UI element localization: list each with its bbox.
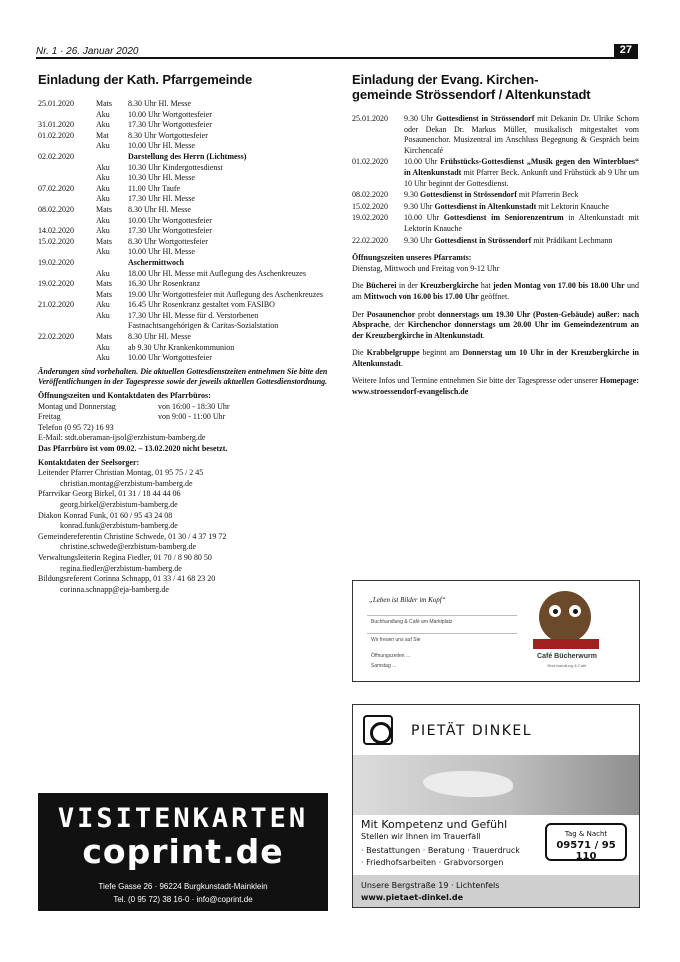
schedule-row [352, 157, 639, 189]
pietaet-slogan-2: Stellen wir Ihnen im Trauerfall [361, 832, 481, 841]
schedule-event: Gottesdienst im Seniorenzentrum [443, 213, 564, 223]
text-run: Die [352, 348, 364, 358]
schedule-event: Gottesdienst in Strössendorf [434, 235, 532, 245]
schedule-row [352, 114, 639, 156]
schedule-text [404, 114, 639, 156]
schedule-row [38, 300, 328, 311]
vk-address: Tiefe Gasse 26 · 96224 Burgkunstadt-Mainklein [98, 882, 268, 891]
schedule-location: Mats [96, 279, 112, 289]
cafe-name: Café Bücherwurm [537, 653, 597, 660]
schedule-row [38, 184, 328, 195]
text-run: . [482, 330, 485, 340]
schedule-text: 10.00 Uhr Wortgottesfeier [128, 353, 212, 363]
schedule-location: Mats [96, 332, 112, 342]
schedule-date [38, 247, 96, 258]
schedule-location: Mats [96, 236, 112, 246]
text-run: Donnerstag um 10 Uhr in der Kreuzbergkirche in Altenkunstadt [352, 348, 639, 368]
schedule-row [38, 120, 328, 131]
text-run: Weitere Infos und Termine entnehmen Sie bitte der Tagespresse oder unserer [352, 376, 598, 386]
schedule-date [38, 110, 96, 121]
schedule-row [38, 311, 328, 332]
contact-person: Leitender Pfarrer Christian Montag, 01 95 75 / 2 45 [38, 468, 204, 478]
schedule-date: 08.02.2020 [352, 190, 388, 200]
schedule-date [38, 290, 96, 301]
schedule-date: 07.02.2020 [38, 183, 74, 193]
book-icon [533, 639, 599, 649]
schedule-text: 19.00 Uhr Wortgottesfeier mit Auflegung des Aschenkreuzes [128, 289, 323, 299]
schedule-row [38, 173, 328, 184]
schedule-date: 15.02.2020 [38, 236, 74, 246]
schedule-row [352, 190, 639, 201]
schedule-text [404, 236, 639, 247]
schedule-row [38, 205, 328, 216]
contact-email[interactable]: georg.birkel@erzbistum-bamberg.de [60, 499, 178, 509]
schedule-row [38, 152, 328, 163]
text-run: Der [352, 309, 364, 319]
office-closed-notice: Das Pfarrbüro ist vom 09.02. – 13.02.2020 nicht besetzt. [38, 444, 228, 453]
schedule-text: ab 9.30 Uhr Krankenkommunion [128, 342, 235, 352]
schedule-row [38, 353, 328, 364]
schedule-text: Aschermittwoch [128, 257, 184, 267]
schedule-date [38, 353, 96, 364]
contact-email[interactable]: regina.fiedler@erzbistum-bamberg.de [60, 563, 182, 573]
pfarramt-title: Öffnungszeiten unseres Pfarramts: [352, 253, 472, 263]
schedule-date [38, 269, 96, 280]
cafe-ad [352, 580, 640, 682]
schedule-location: Mats [96, 289, 112, 299]
schedule-location: Aku [96, 183, 110, 193]
buecherei-paragraph [352, 281, 639, 302]
krabbelgruppe-paragraph [352, 348, 639, 369]
text-run: Mittwoch von 16.00 bis 17.00 Uhr [363, 291, 479, 301]
vk-headline: VISITENKARTEN [57, 803, 309, 834]
schedule-location: Aku [96, 300, 110, 310]
schedule-date [38, 141, 96, 152]
schedule-event: Gottesdienst in Strössendorf [435, 114, 535, 123]
schedule-date: 31.01.2020 [38, 120, 74, 130]
schedule-location: Aku [96, 141, 110, 151]
schedule-date: 19.02.2020 [38, 257, 74, 267]
page-header-bar [36, 46, 638, 59]
schedule-text: Darstellung des Herrn (Lichtmess) [128, 151, 247, 161]
schedule-text: 10.00 Uhr Hl. Messe [128, 141, 195, 151]
contact-person: Diakon Konrad Funk, 01 60 / 95 43 24 08 [38, 510, 173, 520]
contacts-title: Kontaktdaten der Seelsorger: [38, 457, 140, 467]
contacts-list [38, 468, 328, 595]
schedule-text: 8.30 Uhr Wortgottesfeier [128, 236, 208, 246]
schedule-text: 16.45 Uhr Rosenkranz gestaltet vom FASIBO [128, 300, 275, 310]
text-run: Krabbelgruppe [366, 348, 420, 358]
schedule-event: Gottesdienst in Strössendorf [420, 190, 517, 200]
pfarramt-block [352, 253, 639, 274]
text-run: beginnt am [422, 348, 460, 358]
schedule-date: 01.02.2020 [38, 130, 74, 140]
vk-contact: Tel. (0 95 72) 38 16-0 · info@coprint.de [113, 895, 253, 904]
schedule-text: 11.00 Uhr Taufe [128, 183, 181, 193]
schedule-row [38, 279, 328, 290]
protestant-title-1: Einladung der Evang. Kirchen- [352, 72, 539, 87]
text-run: probt [418, 309, 435, 319]
schedule-location: Aku [96, 353, 110, 363]
contact-email[interactable]: christian.montag@erzbistum-bamberg.de [60, 478, 193, 488]
schedule-date: 22.02.2020 [352, 235, 388, 245]
divider [367, 615, 517, 616]
schedule-time: 10.00 Uhr [404, 157, 438, 167]
pietaet-url[interactable]: www.pietaet-dinkel.de [361, 893, 464, 902]
schedule-detail: mit Lektorin Knauche [538, 201, 609, 211]
protestant-section [352, 72, 639, 398]
text-run: Posaunenchor [366, 309, 416, 319]
schedule-text: 8.30 Uhr Hl. Messe [128, 332, 191, 342]
schedule-text: 10.00 Uhr Wortgottesfeier [128, 215, 212, 225]
pietaet-services-2: · Friedhofsarbeiten · Grabvorsorgen [361, 858, 504, 867]
schedule-row [352, 236, 639, 247]
protestant-schedule [352, 114, 639, 246]
schedule-text: 8.30 Uhr Hl. Messe [128, 204, 191, 214]
schedule-row [352, 202, 639, 213]
cafe-line-2: Wir freuen uns auf Sie [371, 637, 421, 643]
schedule-text: 10.00 Uhr Wortgottesfeier [128, 109, 212, 119]
schedule-date: 08.02.2020 [38, 204, 74, 214]
schedule-location: Aku [96, 268, 110, 278]
schedule-row [38, 258, 328, 269]
contact-person: Pfarrvikar Georg Birkel, 01 31 / 18 44 44 06 [38, 489, 181, 499]
text-run: hat [480, 281, 491, 291]
schedule-row [38, 194, 328, 205]
text-run: . [400, 358, 403, 368]
schedule-text: 17.30 Uhr Wortgottesfeier [128, 120, 212, 130]
vk-brand: coprint.de [82, 832, 284, 871]
schedule-row [38, 247, 328, 258]
text-run: in der [398, 281, 418, 291]
schedule-detail: mit Pfarrerin Beck [518, 190, 579, 200]
text-run: geöffnet. [480, 291, 510, 301]
schedule-event: Frühstücks-Gottesdienst „Musik gegen den Winterblues“ in Altenkunstadt [404, 157, 639, 177]
schedule-row [38, 216, 328, 227]
schedule-detail: mit Dekanin Dr. Ulrike Schorn oder Dekan Dr. Markus Müller, musikalisch mitgestaltet vom Posaunenchor. Musizentral im Anschluss Begegnung & Gespräch beim Kirchencafé [404, 114, 640, 155]
schedule-date [38, 173, 96, 184]
schedule-date: 01.02.2020 [352, 157, 388, 167]
pietaet-logo-icon [363, 715, 393, 745]
schedule-text: 17.30 Uhr Hl. Messe für d. Verstorbenen Fastnachtsangehörigen & Caritas-Sozialstation [128, 310, 279, 331]
pietaet-services-1: · Bestattungen · Beratung · Trauerdruck [361, 846, 520, 855]
cafe-line-3: Öffnungszeiten ... [371, 653, 411, 659]
office-time: von 9:00 - 11:00 Uhr [158, 412, 226, 422]
text-run: donnerstags um 19.30 Uhr (Posten-Gebäude) außer: nach Absprache [352, 309, 640, 330]
schedule-row [38, 99, 328, 110]
schedule-row [38, 141, 328, 152]
schedule-location: Aku [96, 247, 110, 257]
contact-person: Gemeindereferentin Christine Schwede, 01 30 / 4 37 19 72 [38, 531, 227, 541]
office-hours [38, 402, 328, 423]
schedule-date [38, 163, 96, 174]
schedule-text: 10.30 Uhr Hl. Messe [128, 173, 195, 183]
text-run: jeden Montag von 17.00 bis 18.00 Uhr [493, 281, 625, 291]
schedule-row [38, 332, 328, 343]
schedule-text: 17.30 Uhr Hl. Messe [128, 194, 195, 204]
contact-person: Verwaltungsleiterin Regina Fiedler, 01 70 / 8 90 80 50 [38, 552, 212, 562]
schedule-text [404, 190, 639, 201]
schedule-text [404, 213, 639, 234]
pietaet-brand: PIETÄT DINKEL [411, 723, 533, 739]
schedule-location: Mat [96, 130, 109, 140]
schedule-date [38, 194, 96, 205]
schedule-row [38, 237, 328, 248]
text-run: und am [352, 281, 640, 301]
schedule-location: Aku [96, 342, 110, 352]
catholic-title: Einladung der Kath. Pfarrgemeinde [38, 72, 253, 87]
schedule-time: 9.30 Uhr [404, 235, 433, 245]
office-time: von 16:00 - 18:30 Uhr [158, 401, 230, 411]
pietaet-footer [353, 875, 640, 908]
schedule-date: 22.02.2020 [38, 332, 74, 342]
schedule-location: Mats [96, 99, 112, 108]
schedule-time: 9.30 [404, 190, 418, 200]
schedule-detail: in Altenkunstadt mit Lektorin Knauche [404, 213, 639, 233]
schedule-location: Aku [96, 109, 110, 119]
posaunenchor-paragraph [352, 310, 639, 342]
schedule-date: 25.01.2020 [38, 99, 74, 108]
schedule-text: 18.00 Uhr Hl. Messe mit Auflegung des Aschenkreuzes [128, 268, 306, 278]
schedule-location: Aku [96, 162, 110, 172]
contact-email[interactable]: konrad.funk@erzbistum-bamberg.de [60, 521, 178, 531]
schedule-row [38, 163, 328, 174]
office-day: Freitag [38, 412, 61, 422]
office-hours-row [38, 402, 328, 413]
cafe-line-1: Buchhandlung & Café am Marktplatz [371, 619, 453, 625]
schedule-date [38, 311, 96, 332]
schedule-row [38, 343, 328, 354]
office-email[interactable]: E-Mail: stdt.oberaman-ijsol@erzbistum-bamberg.de [38, 433, 206, 443]
schedule-row [38, 290, 328, 301]
schedule-location: Aku [96, 194, 110, 204]
catholic-section [38, 72, 328, 595]
homepage-paragraph [352, 376, 639, 397]
schedule-row [352, 213, 639, 234]
contact-email[interactable]: christine.schwede@erzbistum-bamberg.de [60, 542, 197, 552]
schedule-date: 19.02.2020 [352, 213, 388, 223]
schedule-location: Aku [96, 215, 110, 225]
owl-logo-icon [539, 591, 591, 643]
schedule-date: 15.02.2020 [352, 201, 388, 211]
text-run: Kirchenchor donnerstags um 20.00 Uhr im Gemeindezentrum an der Kreuzbergkirche in Altenkunstadt [352, 320, 639, 340]
schedule-date: 02.02.2020 [38, 151, 74, 161]
schedule-text: 16.30 Uhr Rosenkranz [128, 279, 201, 289]
text-run: Kreuzbergkirche [420, 281, 479, 291]
schedule-location: Aku [96, 310, 110, 320]
schedule-date: 19.02.2020 [38, 279, 74, 289]
schedule-date: 25.01.2020 [352, 114, 388, 123]
pietaet-dinkel-ad [352, 704, 640, 908]
schedule-text [404, 202, 639, 213]
schedule-row [38, 131, 328, 142]
schedule-event: Gottesdienst in Altenkunstadt [434, 201, 537, 211]
divider [367, 633, 517, 634]
schedule-location [96, 258, 128, 269]
schedule-time: 10.00 Uhr [404, 213, 440, 223]
pfarramt-hours: Dienstag, Mittwoch und Freitag von 9-12 Uhr [352, 263, 500, 273]
schedule-location: Mats [96, 204, 112, 214]
schedule-text: 8.30 Uhr Hl. Messe [128, 99, 191, 108]
pietaet-slogan: Mit Kompetenz und Gefühl [361, 818, 508, 831]
schedule-text: 8.30 Uhr Wortgottesfeier [128, 130, 208, 140]
schedule-location: Aku [96, 173, 110, 183]
cafe-line-4: Samstag ... [371, 663, 397, 669]
change-notice: Änderungen sind vorbehalten. Die aktuellen Gottesdienstzeiten entnehmen Sie bitte den Veröffentlichungen in der Tagespresse sowie der jeweils aktuellen Gottesdienstordnung. [38, 366, 328, 387]
schedule-row [38, 226, 328, 237]
contact-person: Bildungsreferent Corinna Schnapp, 01 33 / 41 68 23 20 [38, 574, 216, 584]
pietaet-address: Unsere Bergstraße 19 · Lichtenfels [361, 881, 500, 890]
issue-label: Nr. 1 · 26. Januar 2020 [36, 46, 139, 57]
catholic-schedule [38, 99, 328, 364]
schedule-text [404, 157, 639, 189]
phone-tag-label: Tag & Nacht [564, 830, 608, 838]
schedule-text: 17.30 Uhr Wortgottesfeier [128, 226, 212, 236]
office-day: Montag und Donnerstag [38, 401, 116, 411]
schedule-location: Aku [96, 120, 110, 130]
schedule-date: 21.02.2020 [38, 300, 74, 310]
phone-tag [545, 823, 627, 861]
schedule-row [38, 269, 328, 280]
office-hours-row [38, 412, 328, 423]
schedule-location [96, 152, 128, 163]
schedule-time: 9.30 Uhr [404, 201, 433, 211]
schedule-location: Aku [96, 226, 110, 236]
schedule-date [38, 216, 96, 227]
contact-email[interactable]: corinna.schnapp@eja-bamberg.de [60, 584, 169, 594]
schedule-text: 10.00 Uhr Hl. Messe [128, 247, 195, 257]
schedule-detail: mit Prädikant Lechmann [533, 235, 613, 245]
schedule-date [38, 343, 96, 354]
cafe-slogan: „Leben ist Bilder im Kopf“ [369, 596, 446, 604]
office-phone: Telefon (0 95 72) 16 93 [38, 422, 114, 432]
text-run: , der [388, 320, 405, 330]
schedule-time: 9.30 Uhr [404, 114, 434, 123]
schedule-row [38, 110, 328, 121]
cafe-subtitle: Buchhandlung & Café [547, 663, 587, 668]
homepage-link[interactable]: Homepage: www.stroessendorf-evangelisch.de [352, 376, 639, 397]
protestant-title-2: gemeinde Strössendorf / Altenkunstadt [352, 87, 591, 102]
visitenkarten-ad [38, 793, 328, 911]
schedule-detail: mit Pfarrer Beck. Ankunft und Frühstück ab 9 Uhr um 10 Uhr beginnt der Gottesdienst. [404, 167, 640, 188]
schedule-text: 10.30 Uhr Kindergottesdienst [128, 162, 223, 172]
phone-tag-number: 09571 / 95 110 [556, 840, 616, 862]
text-run: Die [352, 281, 364, 291]
text-run: Bücherei [365, 281, 397, 291]
page-number: 27 [614, 44, 638, 57]
office-title: Öffnungszeiten und Kontaktdaten des Pfarrbüros: [38, 391, 211, 401]
schedule-date: 14.02.2020 [38, 226, 74, 236]
